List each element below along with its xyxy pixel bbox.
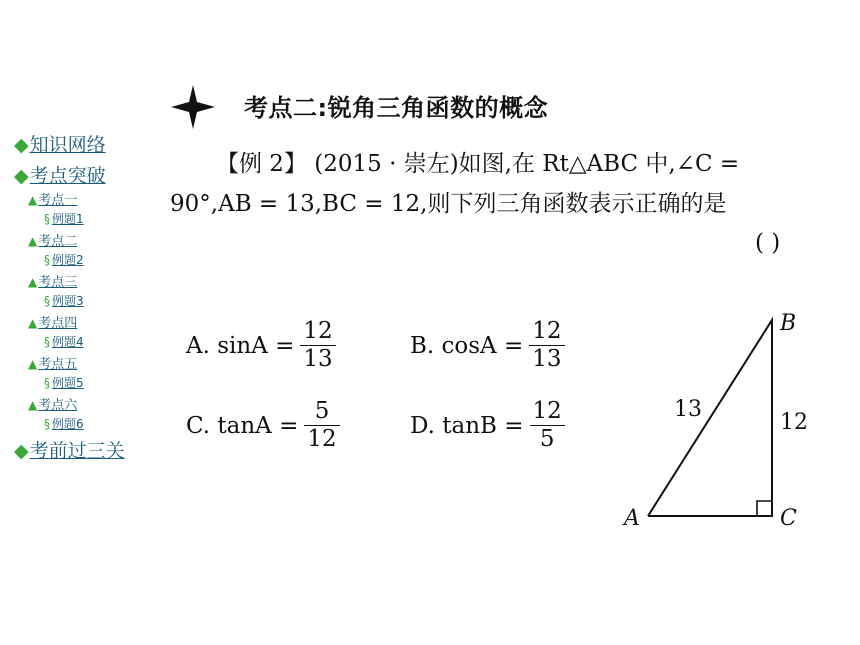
triangle-icon: ▲ [28, 398, 38, 412]
fraction-numerator: 5 [314, 398, 330, 424]
option-b [410, 318, 565, 373]
option-c [186, 398, 340, 453]
nav-link-point-4[interactable]: ▲考点四 [28, 316, 78, 331]
nav-link-point-3[interactable]: ▲考点三 [28, 275, 78, 290]
fraction-numerator: 12 [532, 398, 562, 424]
diamond-icon: ◆ [14, 165, 29, 187]
nav-link-point-6[interactable]: ▲考点六 [28, 398, 78, 413]
fraction-denominator: 13 [303, 346, 333, 372]
option-d-fraction [530, 398, 565, 453]
diamond-icon: ◆ [14, 440, 29, 462]
star-icon [170, 84, 216, 130]
option-b-label: B. cosA = [410, 332, 524, 359]
vertex-c-label: C [780, 506, 797, 531]
fraction-numerator: 12 [532, 318, 562, 344]
fraction-denominator: 13 [532, 346, 562, 372]
nav-link-example-3[interactable]: § 例题3 [44, 294, 84, 308]
diamond-icon: ◆ [14, 134, 29, 156]
option-b-fraction [529, 318, 564, 373]
leg-length-label: 12 [780, 410, 808, 435]
section-icon: § [44, 253, 50, 267]
fraction-numerator: 12 [303, 318, 333, 344]
section-icon: § [44, 294, 50, 308]
section-heading: 考点二:锐角三角函数的概念 [244, 94, 549, 122]
problem-line-1: 【例 2】 (2015 · 崇左)如图,在 Rt△ABC 中,∠C = [216, 151, 740, 177]
option-a-fraction [300, 318, 335, 373]
nav-link-point-1[interactable]: ▲考点一 [28, 193, 78, 208]
triangle-outline [648, 320, 772, 516]
vertex-b-label: B [780, 311, 797, 336]
hypotenuse-length-label: 13 [674, 397, 702, 422]
nav-link-example-1[interactable]: § 例题1 [44, 212, 84, 226]
nav-link-point-5[interactable]: ▲考点五 [28, 357, 78, 372]
problem-statement [170, 144, 840, 224]
option-d [410, 398, 565, 453]
option-c-fraction [304, 398, 339, 453]
nav-link-example-2[interactable]: § 例题2 [44, 253, 84, 267]
right-angle-mark [757, 501, 772, 516]
section-icon: § [44, 417, 50, 431]
nav-link-key-points[interactable]: ◆考点突破 [14, 165, 106, 187]
triangle-icon: ▲ [28, 193, 38, 207]
section-icon: § [44, 212, 50, 226]
fraction-denominator: 5 [539, 426, 555, 452]
option-a [186, 318, 336, 373]
option-c-label: C. tanA = [186, 412, 299, 439]
nav-link-knowledge-network[interactable]: ◆知识网络 [14, 134, 106, 156]
section-icon: § [44, 376, 50, 390]
nav-link-example-4[interactable]: § 例题4 [44, 335, 84, 349]
option-a-label: A. sinA = [186, 332, 295, 359]
triangle-icon: ▲ [28, 357, 38, 371]
problem-line-2: 90°,AB = 13,BC = 12,则下列三角函数表示正确的是 [170, 191, 727, 217]
triangle-icon: ▲ [28, 275, 38, 289]
triangle-icon: ▲ [28, 234, 38, 248]
triangle-icon: ▲ [28, 316, 38, 330]
nav-link-example-6[interactable]: § 例题6 [44, 417, 84, 431]
nav-link-example-5[interactable]: § 例题5 [44, 376, 84, 390]
nav-link-pre-exam[interactable]: ◆考前过三关 [14, 440, 125, 462]
option-d-label: D. tanB = [410, 412, 524, 439]
slide-navigation [0, 0, 160, 645]
fraction-denominator: 12 [307, 426, 337, 452]
section-icon: § [44, 335, 50, 349]
answer-bracket: ( ) [755, 230, 781, 256]
nav-link-point-2[interactable]: ▲考点二 [28, 234, 78, 249]
vertex-a-label: A [624, 506, 640, 531]
